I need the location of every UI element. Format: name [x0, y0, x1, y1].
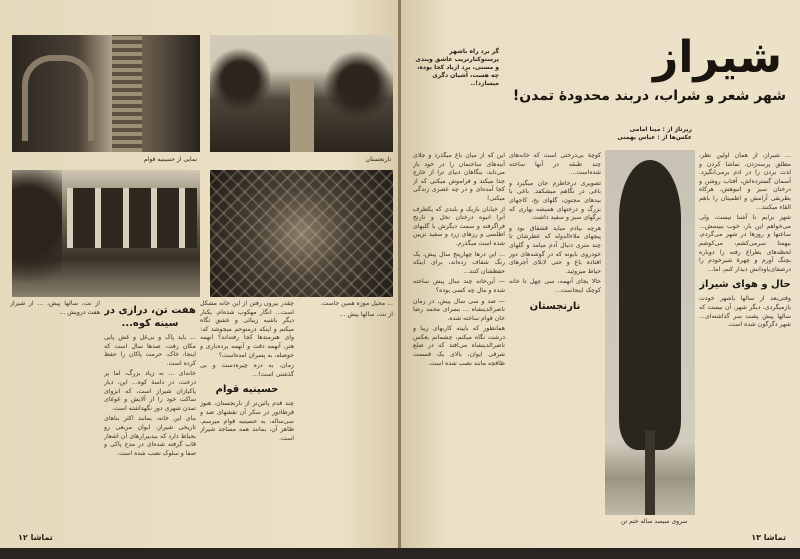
- paragraph: — آین‌خانه چند سال پیش ساخته شده و مال چه کسی بوده؟: [413, 278, 505, 294]
- paragraph: از نت، سالها پیش، ... از شیراز هفت درویش ...: [10, 300, 100, 316]
- paragraph: چند قدم پائین‌تر از نارنجستان، هنوز فرطادور در سکر آن نقشهای صد و سی‌ساله، به حسینیه قوام میرسم. ظاهر آن، بمانند همه مساجد شیراز است.: [200, 400, 294, 442]
- paragraph: چقدر بیرون رفتن از این خانه مشکل است... انگار مهکوب شده‌ام. یکبار دیگر باشیه زیبائی و عشق نگاه میکنم و اینکه درمتوحم میجوشد که: وای هنرمندها کجا رفته‌اند؟ انهمه هنر، آنهمه دقت و آنهمه پرده‌باری و حوصله، به پسران امده‌است؟: [200, 300, 294, 359]
- photo-hosseinieh-qavam-interior: [12, 35, 200, 152]
- paragraph: کوچهٔ بی‌درختی است که خانه‌های چند طبقه در آنها ساخته شده‌است...: [509, 152, 601, 177]
- article-credits: [617, 126, 692, 142]
- paragraph: زمان، به دزه چیره‌دست و بی گذشتی است!...: [200, 362, 294, 378]
- article-blurb: گر برد راه باشهر پرستوکنارتریب عاشق ویندی و مستی، برد ازیاد کجا بوده، چه هست، آشیان دگری میسازد!..: [415, 48, 499, 87]
- photo-caption: نمایی از حسینیه قوام: [144, 156, 197, 163]
- paragraph: تصویری درخاطرم جان میگیرد و باغی در نگاهم میشکفد. باغی با بیدهای مجنون، گلهای یخ، کاجهای بزرگ و درختهای همیشه بهاری که برگهای سبز و سفید داشت.: [509, 179, 601, 222]
- paragraph: وقتی‌بعد از سالها باشهر خودت بازمیگردی، دیگر شهر، آن نیست که سالها پیش پشت سر گذاشته‌ای... شهر دگرگون شده است.: [699, 295, 791, 329]
- photo-caption: سروی سیصد ساله ختم تن: [621, 518, 688, 525]
- paragraph: از نت، سالها پیش ...: [339, 310, 393, 318]
- paragraph: خانه‌ای ... نه زیاد بزرگ، اما پر درخت، در دامنهٔ کوه... این، دیار پاکبازان شیراز است، که انزوای ساکت خود را از آلایش و غوغای تمدن شهری دور نگهداشته است.: [104, 370, 196, 412]
- paragraph: شهر برایم نا آشنا نیست، ولی می‌خواهم این بار، خوب ببینمش... ساعتها و روزها در شهر می‌گردم، بیهمتا سرمی‌کشم، می‌کوشم لحظه‌های بطراغ رفته را دوباره بچنگ آورم و چهرهٔ شیرخودم را درصفای‌یاودانش دیدار کنم، اما...: [699, 214, 791, 273]
- paragraph: بنای این خانه، بمانند اکثر بناهای تاریخی شیراز، ایوان مربعی رو بحیاط دارد که بیدبیرارهای آن اشعار قاب گرفته شده‌ای در مدح پاکی و صفا و سلوک نصب شده است.: [104, 415, 196, 457]
- photo-narenjestan-garden: [210, 35, 393, 152]
- text-column: [509, 152, 601, 527]
- paragraph: ... باید پاک و بی‌غل و غش پایی مکان رفت. صدها سال است که اینجا، خاک، حرمت پاکان را حفظ کرده است.: [104, 334, 196, 367]
- left-page: [0, 0, 399, 548]
- text-column: [104, 300, 196, 525]
- paragraph: از خیابان باریک و بلندی که یکطرف آنرا انبوه درختان نخل و نارنج فراگرفته و سمت دیگرش با گلبهای اطلسی و رزهای زرد و سفید تزیین شده است میگذرم.: [413, 205, 505, 247]
- text-column: [413, 152, 505, 527]
- paragraph: همانطور که باپینه کاربهای زیبا و درشت نگاه میکنم، چشمانم بعکس ناصرالدینشاه می‌افتد که در ضلع شرقی ایوان، بالای یک قسمت طاقچه مانند نصب شده است.: [413, 325, 505, 367]
- paragraph: هرچه بیادم میاید قشقاق بود و پیچهای ملاءالدوله که عطرشان تا چند متری دنبال آدم میامد و گلهای خودروی بابونه که در گوشه‌های دور افتاده باغ و حتی لابلای آجرهای حیاط میروئید.: [509, 224, 601, 275]
- subheading-haft-tan: هفت تن، درازی در سینه کوه...: [104, 305, 196, 329]
- text-column: [298, 300, 393, 525]
- page-footer: [18, 533, 53, 542]
- text-column: [699, 152, 791, 527]
- magazine-logo: تماشا: [30, 533, 53, 542]
- photo-cypress-tree: [605, 150, 695, 515]
- text-column: [200, 300, 294, 525]
- text-column: [10, 300, 100, 525]
- reporter-credit: رپرتاژ از : مینا امامی: [629, 126, 692, 133]
- paragraph: ... شیراز، از همان اولین نظر، مطلق پرسه‌زدن، تماشا کردن و لذت بردن را در ادم برمی‌انگیزد. آسمان گسترده‌اش، آفتاب روشن و درختان سبز و انبوهش، هرکاه بطربقی آرامش و اطمینان را باهم القاء میکنند...: [699, 152, 791, 211]
- page-number: ۱۳: [751, 533, 761, 542]
- magazine-logo: تماشا: [763, 533, 786, 542]
- page-number: ۱۲: [18, 533, 28, 542]
- paragraph: ... این درها چهارپنج سال پیش، یک رنگ شفاف زده‌اند، برای اینکه حفظشان کنند...: [413, 250, 505, 275]
- photo-mirror-ceiling: [210, 170, 393, 297]
- photographer-credit: عکس‌ها از : عباس بهمنی: [617, 134, 692, 141]
- paragraph: این که از میان باغ میگذرد و جلای آینه‌های ساختمان را در خود باز می‌تابد، بنگاهان دنیای ترا از خارج جدا میکند و فراموش میکنی که از کجا آمده‌ای و در چه عصری زندگی میکنی!: [413, 152, 505, 202]
- subheading-narenjestan: نارنجستان: [529, 300, 581, 312]
- subheading-hosseinieh-qavam: حسینیه قوام: [215, 384, 279, 396]
- paragraph: ... محیل موزه همین جاست.: [320, 300, 393, 307]
- article-title: شیراز: [652, 32, 782, 83]
- subheading-hal-o-hava: حال و هوای شیراز: [699, 279, 791, 291]
- paragraph: حالا بجای آنهمه، سی چهل تا خانه کوچک اینجاست...: [509, 278, 601, 294]
- photo-caption: نارنجستان: [365, 156, 391, 163]
- right-page: [401, 0, 800, 548]
- page-footer: [751, 533, 786, 542]
- article-subtitle: شهر شعر و شراب، دربند محدودۀ تمدن!: [512, 88, 786, 104]
- photo-courtyard-portico: [12, 170, 200, 297]
- paragraph: — صد و سی سال پیش، در زمان ناصرالدینشاه ... بسرای محمد رضا خان قوام ساخته شده.: [413, 297, 505, 322]
